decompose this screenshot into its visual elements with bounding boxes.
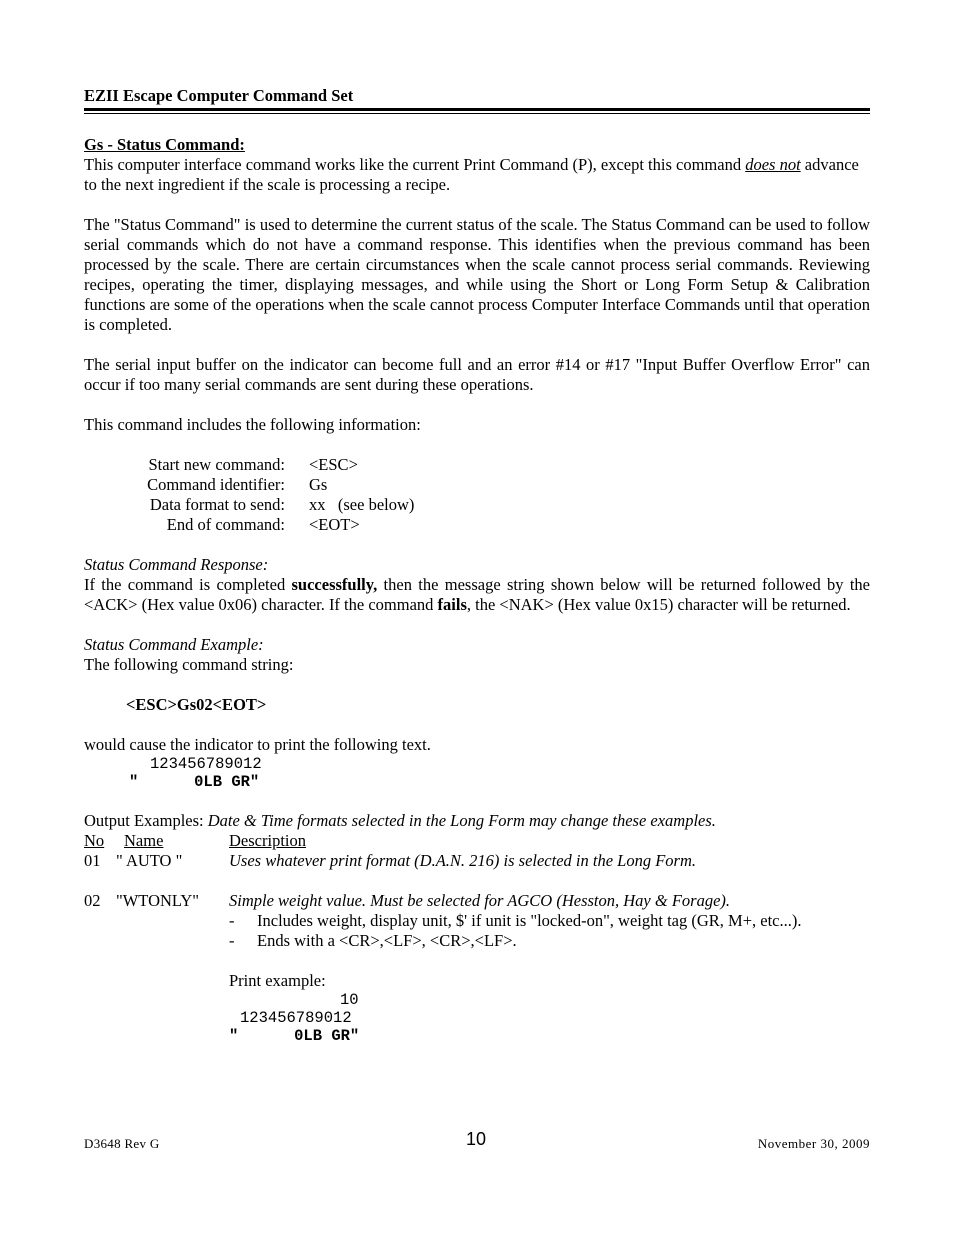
command-info-key: Command identifier: <box>147 475 285 494</box>
info-intro: This command includes the following information: <box>84 415 421 434</box>
command-info-key: Data format to send: <box>149 495 285 514</box>
response-heading: Status Command Response: <box>84 555 269 574</box>
row-name: " AUTO " <box>116 851 183 870</box>
example-heading: Status Command Example: <box>84 635 264 654</box>
status-description-paragraph: The "Status Command" is used to determine the current status of the scale. The Status Command can be used to follow serial commands which do not have a command response. This identifies when the previous command has been processed by the scale. There are certain circumstances when the scale cannot process serial commands. Reviewing recipes, operating the timer, displaying messages, and while using the Short or Long Form Setup & Calibration functions are some of the operations when the scale cannot process Computer Interface Commands until that operation is completed. <box>84 215 870 334</box>
response-fail-word: fails <box>437 595 467 614</box>
header-rule-thin <box>84 113 870 114</box>
response-success-word: successfully, <box>291 575 378 594</box>
command-info-key: Start new command: <box>148 455 285 474</box>
example-output: " 0LB GR" <box>129 773 260 791</box>
command-info-value: <EOT> <box>309 515 360 534</box>
header-rule-thick <box>84 108 870 111</box>
example-command: <ESC>Gs02<EOT> <box>126 695 267 714</box>
row-description: Simple weight value. Must be selected for AGCO (Hesston, Hay & Forage). <box>229 891 731 910</box>
command-info-value: Gs <box>309 475 328 494</box>
header-title: EZII Escape Computer Command Set <box>84 86 354 105</box>
example-column-ruler: 123456789012 <box>150 755 262 773</box>
command-info-key: End of command: <box>166 515 285 534</box>
col-header-no: No <box>84 831 105 850</box>
list-item <box>84 931 870 951</box>
intro-emphasis: does not <box>745 155 801 174</box>
footer-date: November 30, 2009 <box>757 1136 870 1151</box>
print-example-ruler-tens: 10 <box>340 991 359 1009</box>
buffer-overflow-paragraph: The serial input buffer on the indicator can become full and an error #14 or #17 "Input Buffer Overflow Error" can occur if too many serial commands are sent during these operations. <box>84 355 870 394</box>
example-result-intro: would cause the indicator to print the following text. <box>84 735 431 754</box>
response-paragraph <box>84 575 870 615</box>
intro-text-2: advance to the next ingredient if the scale is processing a recipe. <box>84 155 859 194</box>
intro-text-1: This computer interface command works like the current Print Command (P), except this command <box>84 155 746 174</box>
example-intro: The following command string: <box>84 655 294 674</box>
row-no: 01 <box>84 851 101 870</box>
row-description: Uses whatever print format (D.A.N. 216) is selected in the Long Form. <box>229 851 696 870</box>
bullet-dash: - <box>229 931 235 950</box>
intro-paragraph <box>84 155 870 195</box>
page-content <box>84 135 870 1045</box>
table-row <box>84 891 870 911</box>
output-examples-label: Output Examples: <box>84 811 208 830</box>
footer-page-number: 10 <box>466 1129 487 1149</box>
output-table-header <box>84 831 870 851</box>
list-item <box>84 911 870 931</box>
command-info-value: xx (see below) <box>309 495 415 514</box>
print-example-ruler: 123456789012 <box>240 1009 352 1027</box>
response-text-3: , the <NAK> (Hex value 0x15) character will be returned. <box>466 595 851 614</box>
section-title: Gs - Status Command: <box>84 135 245 154</box>
command-info-value: <ESC> <box>309 455 358 474</box>
output-examples-note: Date & Time formats selected in the Long Form may change these examples. <box>207 811 716 830</box>
bullet-dash: - <box>229 911 235 930</box>
bullet-text: Ends with a <CR>,<LF>, <CR>,<LF>. <box>257 931 517 950</box>
col-header-description: Description <box>229 831 306 850</box>
output-examples-heading <box>84 811 870 831</box>
row-name: "WTONLY" <box>116 891 199 910</box>
row-no: 02 <box>84 891 101 910</box>
footer-doc-id: D3648 Rev G <box>84 1136 160 1151</box>
response-text-1: If the command is completed <box>84 575 292 594</box>
table-row <box>84 851 870 871</box>
command-info-table <box>84 455 870 535</box>
print-example-output: " 0LB GR" <box>229 1027 360 1045</box>
col-header-name: Name <box>124 831 164 850</box>
print-example-label: Print example: <box>229 971 326 990</box>
response-text-2: then the message string shown below will be returned followed by the <ACK> (Hex value 0x06) character. If the command <box>84 575 870 614</box>
bullet-text: Includes weight, display unit, $' if unit is "locked-on", weight tag (GR, M+, etc...). <box>257 911 802 930</box>
